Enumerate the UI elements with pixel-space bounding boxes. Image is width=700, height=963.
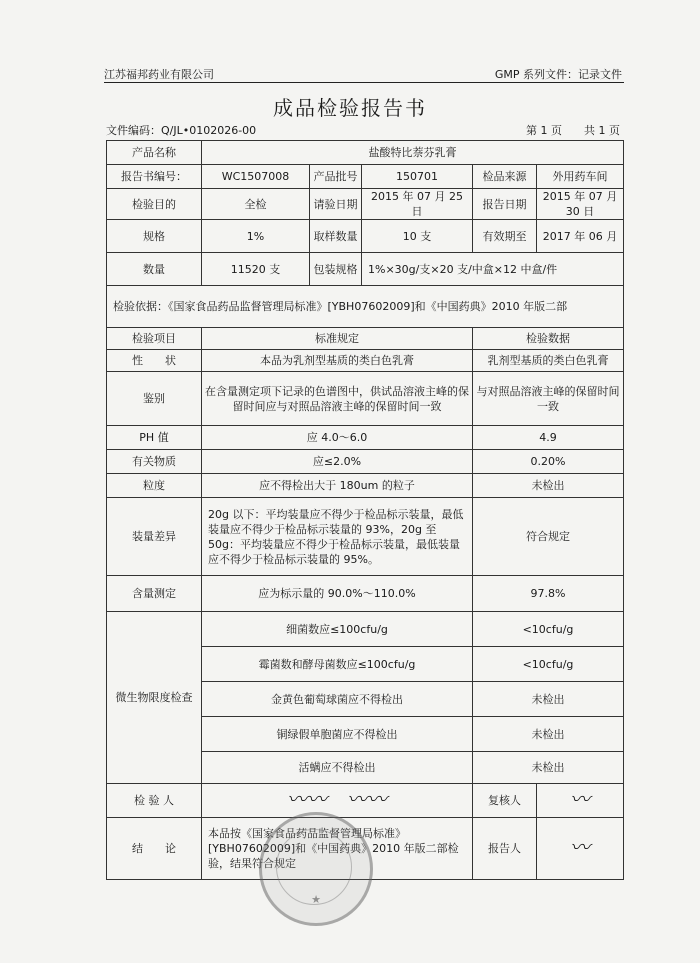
test-item: 性 状 [107, 350, 202, 372]
test-result: 未检出 [473, 717, 624, 752]
test-standard: 应 4.0～6.0 [202, 426, 473, 450]
expiry-value: 2017 年 06 月 [537, 220, 624, 253]
test-result: 未检出 [473, 752, 624, 784]
row-identification [107, 372, 624, 426]
test-standard: 应为标示量的 90.0%～110.0% [202, 576, 473, 612]
purpose-value: 全检 [202, 189, 310, 220]
row-related-substances [107, 450, 624, 474]
test-item: 粒度 [107, 474, 202, 498]
row-spec [107, 220, 624, 253]
row-column-headers [107, 328, 624, 350]
expiry-label: 有效期至 [473, 220, 537, 253]
test-standard: 在含量测定项下记录的色谱图中，供试品溶液主峰的保留时间应与对照品溶液主峰的保留时间一致 [202, 372, 473, 426]
header-rule [104, 82, 624, 83]
test-result: 0.20% [473, 450, 624, 474]
inspection-basis: 检验依据：《国家食品药品监督管理局标准》[YBH07602009]和《中国药典》2010 年版二部 [107, 286, 624, 328]
row-particle-size [107, 474, 624, 498]
pack-value: 1%×30g/支×20 支/中盒×12 中盒/件 [362, 253, 624, 286]
reviewer-signature-cell [537, 784, 624, 818]
reporter-signature: 〰 [570, 834, 590, 859]
pack-label: 包装规格 [310, 253, 362, 286]
quantity-value: 11520 支 [202, 253, 310, 286]
report-no-label: 报告书编号： [107, 165, 202, 189]
reviewer-label: 复核人 [473, 784, 537, 818]
test-standard: 本品为乳剂型基质的类白色乳膏 [202, 350, 473, 372]
test-item: PH 值 [107, 426, 202, 450]
company-name: 江苏福邦药业有限公司 [104, 68, 214, 81]
report-no-value: WC1507008 [202, 165, 310, 189]
spec-value: 1% [202, 220, 310, 253]
test-standard: 活螨应不得检出 [202, 752, 473, 784]
page-title: 成品检验报告书 [273, 96, 427, 120]
purpose-label: 检验目的 [107, 189, 202, 220]
row-ph [107, 426, 624, 450]
row-inspector [107, 784, 624, 818]
test-standard: 应不得检出大于 180um 的粒子 [202, 474, 473, 498]
report-date-value: 2015 年 07 月 30 日 [537, 189, 624, 220]
row-micro-1 [107, 612, 624, 647]
test-standard: 霉菌数和酵母菌数应≤100cfu/g [202, 647, 473, 682]
test-result: <10cfu/g [473, 612, 624, 647]
document-type: GMP 系列文件：记录文件 [494, 68, 622, 81]
reviewer-signature: 〰 [570, 786, 590, 811]
test-result: 4.9 [473, 426, 624, 450]
row-fill-variation [107, 498, 624, 576]
reporter-signature-cell [537, 818, 624, 880]
test-result: 97.8% [473, 576, 624, 612]
test-item: 鉴别 [107, 372, 202, 426]
quantity-label: 数量 [107, 253, 202, 286]
test-item: 含量测定 [107, 576, 202, 612]
file-code: 文件编码：Q/JL•0102026-00 [106, 124, 257, 137]
test-result: 未检出 [473, 682, 624, 717]
row-basis [107, 286, 624, 328]
test-standard: 铜绿假单胞菌应不得检出 [202, 717, 473, 752]
test-result: 未检出 [473, 474, 624, 498]
batch-label: 产品批号 [310, 165, 362, 189]
sample-qty-value: 10 支 [362, 220, 473, 253]
reporter-label: 报告人 [473, 818, 537, 880]
page-info: 第 1 页 共 1 页 [526, 124, 620, 137]
row-purpose [107, 189, 624, 220]
test-result: <10cfu/g [473, 647, 624, 682]
source-value: 外用药车间 [537, 165, 624, 189]
test-item: 有关物质 [107, 450, 202, 474]
inspector-label: 检 验 人 [107, 784, 202, 818]
row-report-no [107, 165, 624, 189]
row-quantity [107, 253, 624, 286]
row-product-name [107, 141, 624, 165]
column-header-result: 检验数据 [473, 328, 624, 350]
official-seal [259, 812, 373, 926]
test-standard: 应≤2.0% [202, 450, 473, 474]
column-header-item: 检验项目 [107, 328, 202, 350]
product-name-value: 盐酸特比萘芬乳膏 [202, 141, 624, 165]
test-result: 乳剂型基质的类白色乳膏 [473, 350, 624, 372]
request-date-value: 2015 年 07 月 25 日 [362, 189, 473, 220]
seal-star-icon: ★ [311, 893, 321, 906]
conclusion-text: 本品按《国家食品药品监督管理局标准》[YBH07602009]和《中国药典》2010 年版二部检验，结果符合规定 [202, 818, 473, 880]
batch-value: 150701 [362, 165, 473, 189]
inspector-signature-cell [202, 784, 473, 818]
inspector-signature: 〰〰 〰〰 [287, 786, 387, 811]
source-label: 检品来源 [473, 165, 537, 189]
test-standard: 20g 以下：平均装量应不得少于检品标示装量，最低装量应不得少于检品标示装量的 93%，20g 至 50g：平均装量应不得少于检品标示装量，最低装量应不得少于检品标示装量的 95%。 [202, 498, 473, 576]
product-name-label: 产品名称 [107, 141, 202, 165]
column-header-standard: 标准规定 [202, 328, 473, 350]
sample-qty-label: 取样数量 [310, 220, 362, 253]
spec-label: 规格 [107, 220, 202, 253]
row-appearance [107, 350, 624, 372]
conclusion-label: 结 论 [107, 818, 202, 880]
test-result: 与对照品溶液主峰的保留时间一致 [473, 372, 624, 426]
row-assay [107, 576, 624, 612]
test-item: 微生物限度检查 [107, 612, 202, 784]
test-item: 装量差异 [107, 498, 202, 576]
test-result: 符合规定 [473, 498, 624, 576]
request-date-label: 请验日期 [310, 189, 362, 220]
report-date-label: 报告日期 [473, 189, 537, 220]
test-standard: 细菌数应≤100cfu/g [202, 612, 473, 647]
report-table [106, 140, 624, 880]
test-standard: 金黄色葡萄球菌应不得检出 [202, 682, 473, 717]
